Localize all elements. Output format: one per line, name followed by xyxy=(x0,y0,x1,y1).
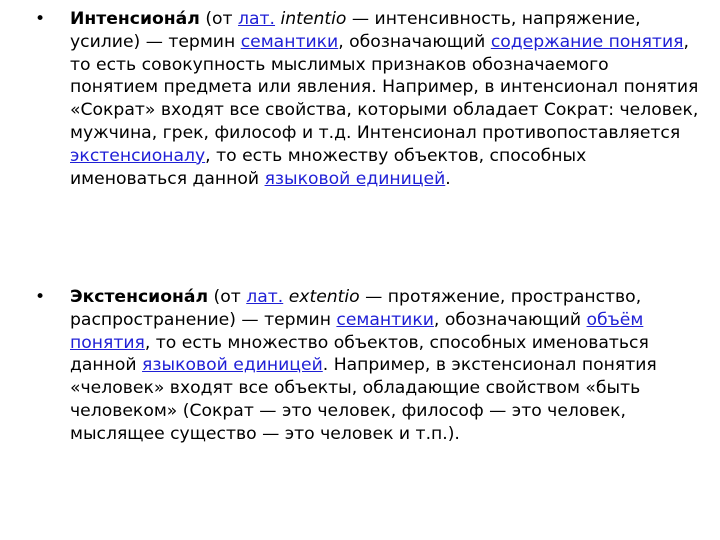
text-fragment: — интенсивность, напряжение, усилие) — термин xyxy=(70,9,641,52)
term-extensional: Экстенсиона́л xyxy=(70,287,209,307)
link-extensional[interactable]: экстенсионалу xyxy=(70,145,206,166)
latin-word: intentio xyxy=(280,9,347,29)
bullet-icon: • xyxy=(35,9,46,29)
text-fragment: , то есть множеству объектов, способных именоваться данной xyxy=(70,145,587,189)
link-semantics[interactable]: семантики xyxy=(336,309,434,330)
text-fragment: , то есть совокупность мыслимых признаков обозначаемого понятием предмета или явления. Например, в интенсионал понятия «Сократ» входят все свойства, которыми обладает Сократ: человек, мужчина, грек, философ и т.д. Интенсионал противопоставляется xyxy=(70,31,699,143)
bullet-item-extensional xyxy=(35,286,700,446)
paragraph-intensional xyxy=(70,8,700,190)
link-linguistic-unit[interactable]: языковой единицей xyxy=(264,168,446,189)
text-fragment: , обозначающий xyxy=(338,31,491,52)
link-semantics[interactable]: семантики xyxy=(240,31,339,52)
text-fragment: — протяжение, пространство, распространение) — термин xyxy=(70,287,642,330)
link-concept-volume[interactable]: объём понятия xyxy=(70,309,644,353)
text-fragment: . xyxy=(445,168,451,189)
paragraph-extensional xyxy=(70,286,700,446)
text-fragment: , обозначающий xyxy=(433,309,587,330)
bullet-item-intensional xyxy=(35,8,700,190)
text-fragment: . Например, в экстенсионал понятия «человек» входят все объекты, обладающие свойством «быть человеком» (Сократ — это человек, философ — это человек, мыслящее существо — это человек и т.п.). xyxy=(70,355,657,444)
term-intensional: Интенсиона́л xyxy=(70,9,200,29)
link-linguistic-unit[interactable]: языковой единицей xyxy=(142,355,323,376)
link-concept-content[interactable]: содержание понятия xyxy=(490,31,684,52)
text-fragment: (от xyxy=(199,9,239,29)
bullet-icon: • xyxy=(35,287,46,307)
latin-word: extentio xyxy=(288,287,360,307)
link-latin[interactable]: лат. xyxy=(238,9,276,29)
text-fragment: , то есть множество объектов, способных именоваться данной xyxy=(70,332,649,376)
link-latin[interactable]: лат. xyxy=(246,287,284,307)
text-fragment: (от xyxy=(208,287,247,307)
